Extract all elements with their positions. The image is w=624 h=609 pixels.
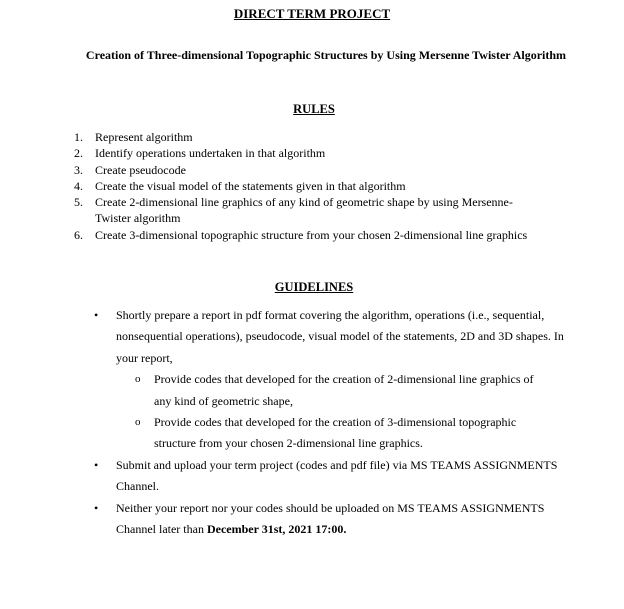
guidelines-subitem [116, 369, 566, 412]
deadline-text: December 31st, 2021 17:00. [206, 522, 347, 537]
rules-item-number: 5. [74, 195, 83, 210]
rules-item-text: Represent algorithm [95, 130, 193, 144]
guidelines-item [0, 305, 624, 455]
rules-item [0, 129, 624, 145]
rules-item [0, 227, 624, 243]
rules-item-number: 3. [74, 162, 83, 177]
document-subtitle: Creation of Three-dimensional Topographic Structures by Using Mersenne Twister Algorithm [85, 48, 567, 62]
rules-list [0, 129, 624, 243]
rules-item-number: 2. [74, 146, 83, 161]
sub-bullet-icon: o [135, 373, 141, 386]
rules-item [0, 162, 624, 178]
rules-item-text: Create 3-dimensional topographic structure from your chosen 2-dimensional line graphics [95, 227, 528, 242]
rules-item-text: Identify operations undertaken in that algorithm [95, 146, 326, 161]
rules-item [0, 178, 624, 194]
guidelines-subitem-text: Provide codes that developed for the creation of 3-dimensional topographic structure from your chosen 2-dimensional line graphics. [154, 415, 517, 451]
rules-heading: RULES [293, 102, 335, 116]
rules-item-number: 4. [74, 178, 83, 193]
guidelines-item-text: Submit and upload your term project (codes and pdf file) via MS TEAMS ASSIGNMENTS Channel. [116, 457, 558, 494]
document-title: DIRECT TERM PROJECT [233, 6, 391, 21]
guidelines-item [0, 498, 624, 541]
guidelines-item-text: Shortly prepare a report in pdf format covering the algorithm, operations (i.e., sequential, nonsequential operations), pseudocode, visual model of the statements, 2D and 3D shapes. In your report, [116, 308, 564, 365]
rules-item-text: Create pseudocode [95, 162, 186, 177]
rules-item-text: Create 2-dimensional line graphics of any kind of geometric shape by using Mersenne-Twister algorithm [95, 195, 513, 226]
guidelines-sublist [116, 369, 566, 455]
guidelines-heading: GUIDELINES [274, 280, 354, 294]
bullet-icon: • [94, 500, 99, 515]
rules-item-number: 1. [74, 130, 83, 144]
rules-item-number: 6. [74, 227, 83, 242]
guidelines-subitem-text: Provide codes that developed for the creation of 2-dimensional line graphics of any kind of geometric shape, [154, 372, 534, 408]
rules-item-text: Create the visual model of the statements given in that algorithm [95, 178, 406, 193]
guidelines-list [0, 305, 624, 540]
bullet-icon: • [94, 457, 99, 472]
guidelines-item [0, 455, 624, 498]
rules-item [0, 194, 624, 227]
rules-item [0, 145, 624, 161]
sub-bullet-icon: o [135, 416, 141, 429]
bullet-icon: • [94, 308, 99, 322]
guidelines-item-text: Neither your report nor your codes should be uploaded on MS TEAMS ASSIGNMENTS Channel later than [116, 500, 545, 537]
guidelines-subitem [116, 412, 566, 455]
